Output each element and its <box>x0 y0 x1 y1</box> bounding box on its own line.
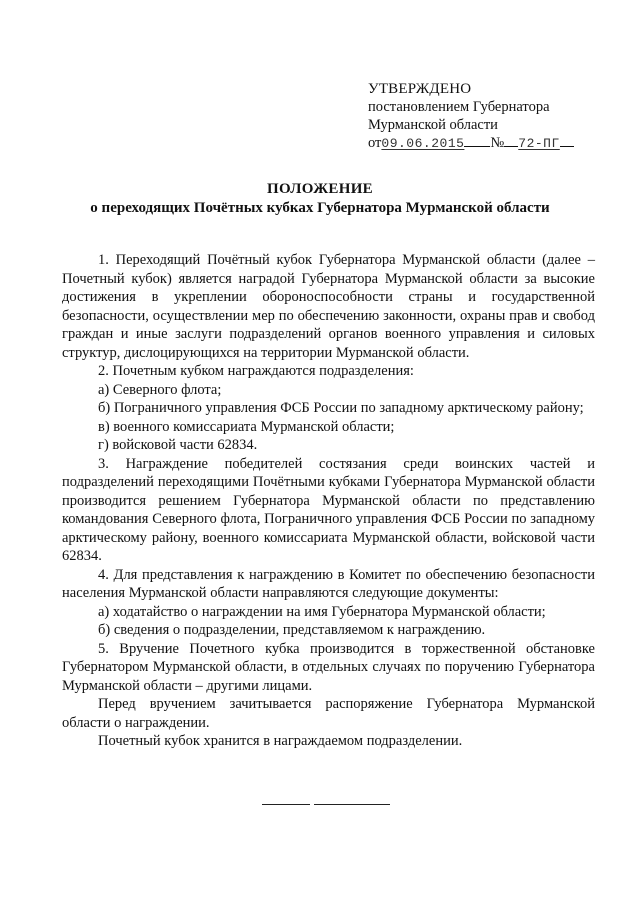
approval-line-2: Мурманской области <box>368 117 498 133</box>
document-body <box>62 251 595 751</box>
approval-heading: УТВЕРЖДЕНО <box>368 81 472 97</box>
list-item-4b: б) сведения о подразделении, представляемом к награждению. <box>98 622 486 638</box>
number-underline-tail <box>560 134 574 147</box>
paragraph-4: 4. Для представления к награждению в Комитет по обеспечению безопасности населения Мурманской области направляются следующие документы: <box>62 566 595 601</box>
paragraph-1: 1. Переходящий Почётный кубок Губернатора Мурманской области (далее – Почетный кубок) является наградой Губернатора Мурманской области за высокие достижения в укреплении обороноспособности страны и государственной безопасности, осуществлении мер по обеспечению законности, охраны прав и свобод граждан и иные заслуги подразделений органов военного управления и силовых структур, дислоцирующихся на территории Мурманской области. <box>62 252 595 361</box>
end-rule-right <box>314 804 390 805</box>
paragraph-5-reading: Перед вручением зачитывается распоряжение Губернатора Мурманской области о награждении. <box>62 696 595 731</box>
approval-number: 72-ПГ <box>518 136 560 151</box>
list-item-2b: б) Пограничного управления ФСБ России по западному арктическому району; <box>98 400 584 416</box>
approval-date: 09.06.2015 <box>381 136 465 151</box>
paragraph-5: 5. Вручение Почетного кубка производится в торжественной обстановке Губернатором Мурманской области, в отдельных случаях по поручению Губернатора Мурманской области – другими лицами. <box>62 640 595 694</box>
end-rule-left <box>262 804 310 805</box>
paragraph-5-storage: Почетный кубок хранится в награждаемом подразделении. <box>98 733 463 749</box>
date-underline <box>464 134 490 147</box>
document-title: ПОЛОЖЕНИЕ <box>267 181 373 197</box>
paragraph-3: 3. Награждение победителей состязания среди воинских частей и подразделений переходящими Почётными кубками Губернатора Мурманской области производится решением Губернатора Мурманской области по представлению командования Северного флота, Пограничного управления ФСБ России по западному арктическому району, военного комиссариата Мурманской области, войсковой части 62834. <box>62 455 595 564</box>
approval-line-1: постановлением Губернатора <box>368 99 550 115</box>
approval-number-label: № <box>490 135 505 151</box>
paragraph-2: 2. Почетным кубком награждаются подразделения: <box>98 363 414 379</box>
document-subtitle: о переходящих Почётных кубках Губернатора Мурманской области <box>90 200 550 216</box>
approval-date-line <box>368 134 618 153</box>
approval-from-label: от <box>368 135 382 151</box>
list-item-2d: г) войсковой части 62834. <box>98 437 258 453</box>
list-item-4a: а) ходатайство о награждении на имя Губернатора Мурманской области; <box>98 603 546 620</box>
list-item-2c: в) военного комиссариата Мурманской области; <box>98 418 395 435</box>
list-item-2a: а) Северного флота; <box>98 381 222 398</box>
approval-stamp <box>368 80 618 153</box>
number-underline-lead <box>504 134 518 147</box>
